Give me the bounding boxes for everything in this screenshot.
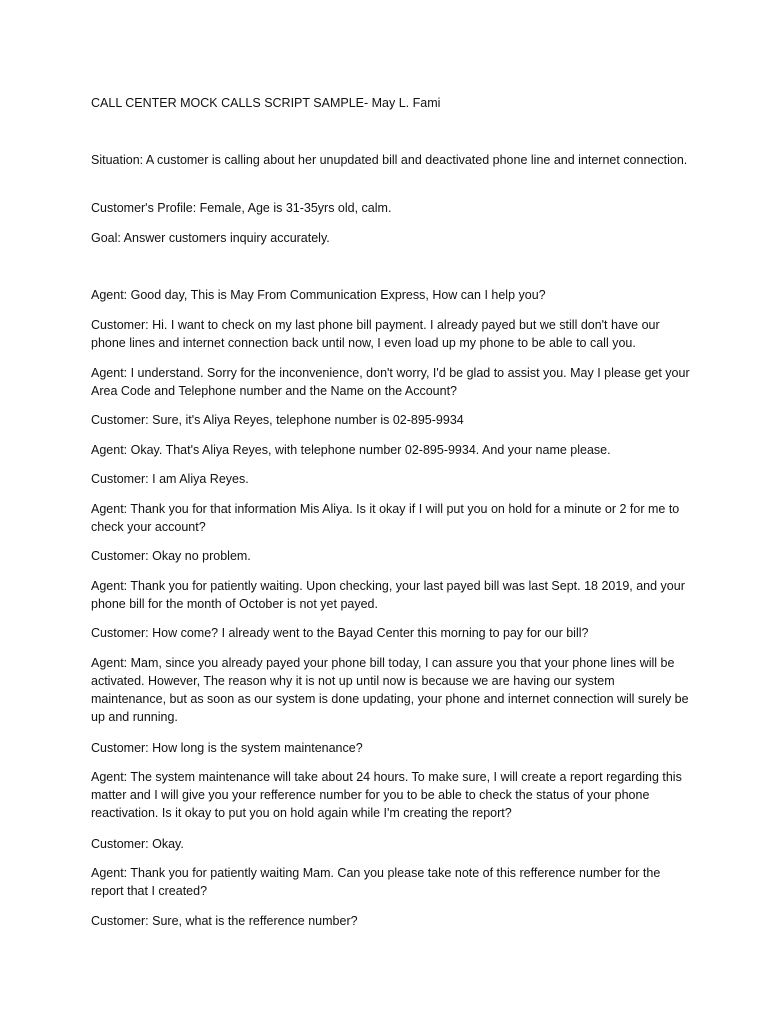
- dialogue-line: Agent: Thank you for patiently waiting. Upon checking, your last payed bill was last Sept. 18 2019, and your phone bill for the month of October is not yet payed.: [91, 579, 685, 611]
- dialogue-line: Agent: Thank you for patiently waiting Mam. Can you please take note of this refference number for the report that I created?: [91, 866, 661, 898]
- dialogue-line: Agent: I understand. Sorry for the inconvenience, don't worry, I'd be glad to assist you. May I please get your Area Code and Telephone number and the Name on the Account?: [91, 366, 690, 398]
- dialogue-line: Customer: How come? I already went to the Bayad Center this morning to pay for our bill?: [91, 626, 589, 640]
- dialogue-line: Customer: Sure, it's Aliya Reyes, telephone number is 02-895-9934: [91, 413, 464, 427]
- dialogue-line: Agent: Okay. That's Aliya Reyes, with telephone number 02-895-9934. And your name please.: [91, 443, 611, 457]
- dialogue-line: Agent: Good day, This is May From Communication Express, How can I help you?: [91, 288, 546, 302]
- dialogue-line: Agent: Mam, since you already payed your phone bill today, I can assure you that your phone lines will be activated. However, The reason why it is not up until now is because we are having our system maintenance, but as soon as our system is done updating, your phone and internet connection will surely be up and running.: [91, 656, 689, 724]
- dialogue-line: Customer: Okay.: [91, 837, 184, 851]
- dialogue-line: Agent: Thank you for that information Mis Aliya. Is it okay if I will put you on hold for a minute or 2 for me to check your account?: [91, 502, 680, 534]
- dialogue-line: Customer: Okay no problem.: [91, 549, 251, 563]
- dialogue-line: Customer: How long is the system maintenance?: [91, 741, 363, 755]
- document-title: CALL CENTER MOCK CALLS SCRIPT SAMPLE- May L. Fami: [91, 96, 441, 110]
- dialogue-line: Customer: Sure, what is the refference number?: [91, 914, 358, 928]
- dialogue-line: Agent: The system maintenance will take about 24 hours. To make sure, I will create a report regarding this matter and I will give you your refference number for you to be able to check the status of your phone reactivation. Is it okay to put you on hold again while I'm creating the report?: [91, 770, 682, 820]
- dialogue-line: Customer: Hi. I want to check on my last phone bill payment. I already payed but we still don't have our phone lines and internet connection back until now, I even load up my phone to be able to call you.: [91, 318, 660, 350]
- situation-paragraph: Situation: A customer is calling about her unupdated bill and deactivated phone line and internet connection.: [91, 153, 688, 167]
- customer-profile-paragraph: Customer's Profile: Female, Age is 31-35yrs old, calm.: [91, 201, 392, 215]
- dialogue-line: Customer: I am Aliya Reyes.: [91, 472, 249, 486]
- goal-paragraph: Goal: Answer customers inquiry accurately.: [91, 231, 330, 245]
